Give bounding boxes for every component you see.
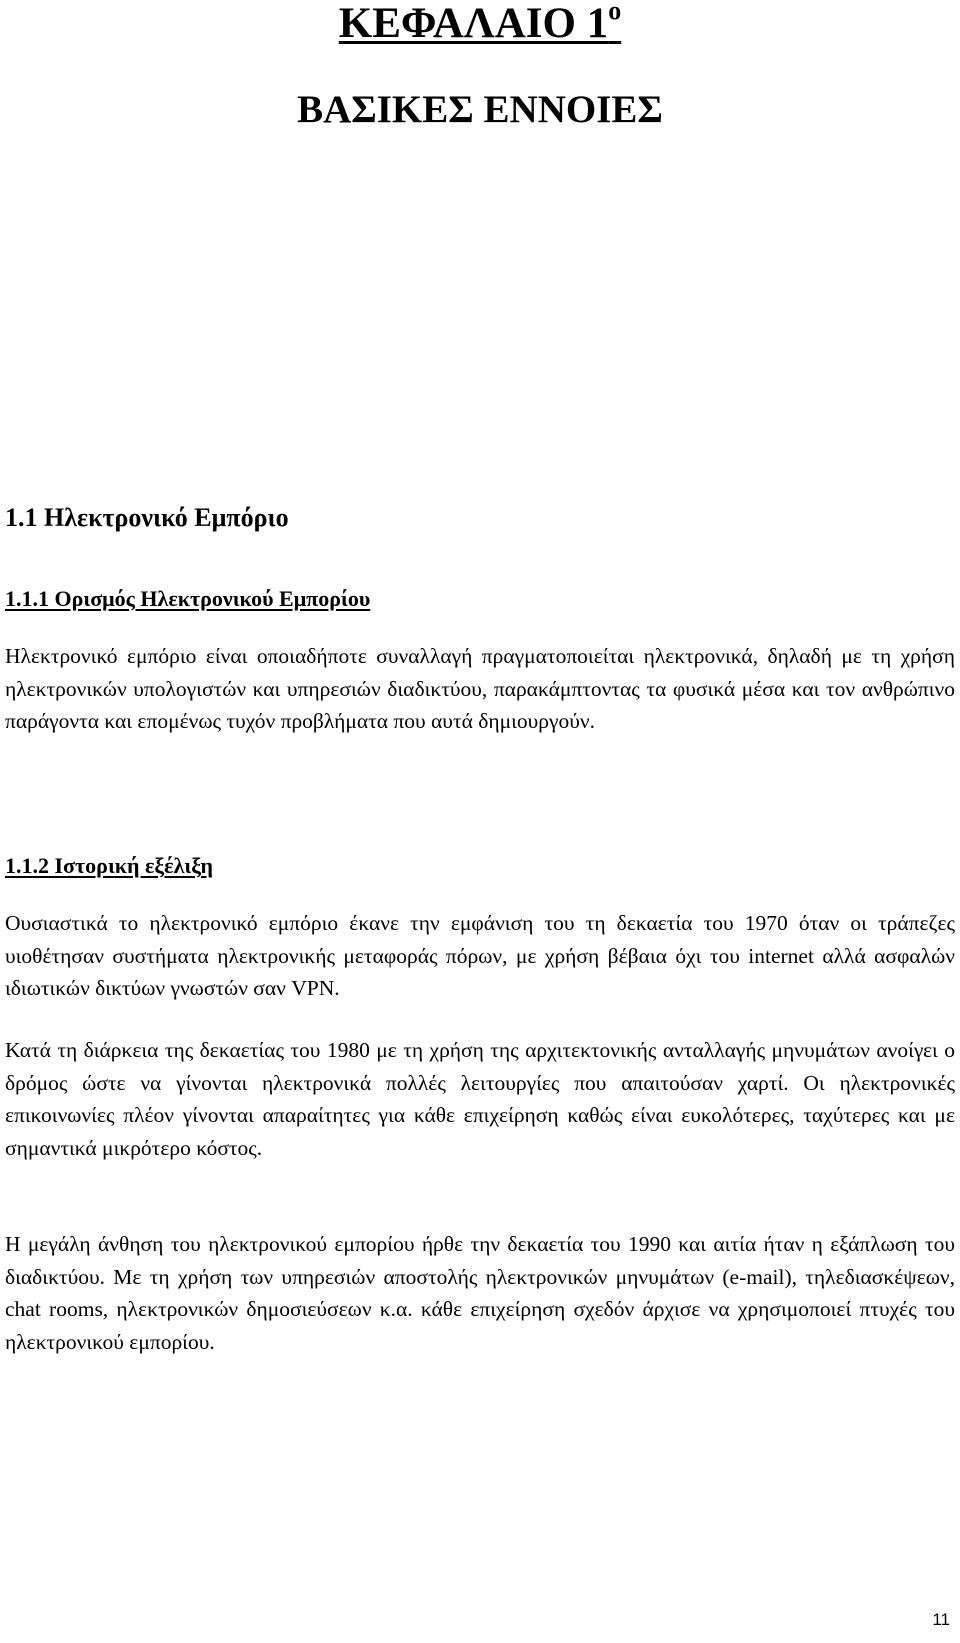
page-number: 11 <box>932 1610 950 1629</box>
chapter-title <box>0 0 960 48</box>
section-heading: 1.1 Ηλεκτρονικό Εμπόριο <box>5 503 289 532</box>
subsection-heading-history: 1.1.2 Ιστορική εξέλιξη <box>5 853 214 878</box>
paragraph-definition: Ηλεκτρονικό εμπόριο είναι οποιαδήποτε συναλλαγή πραγματοποιείται ηλεκτρονικά, δηλαδή με τη χρήση ηλεκτρονικών υπολογιστών και υπηρεσιών διαδικτύου, παρακάμπτοντας τα φυσικά μέσα και τον ανθρώπινο παράγοντα και επομένως τυχόν προβλήματα που αυτά δημιουργούν. <box>5 644 955 733</box>
subsection-heading-definition: 1.1.1 Ορισμός Ηλεκτρονικού Εμπορίου <box>5 586 371 611</box>
paragraph-history-1980s: Κατά τη διάρκεια της δεκαετίας του 1980 με τη χρήση της αρχιτεκτονικής ανταλλαγής μηνυμάτων ανοίγει ο δρόμος ώστε να γίνονται ηλεκτρονικά πολλές λειτουργίες που απαιτούσαν χαρτί. Οι ηλεκτρονικές επικοινωνίες πλέον γίνονται απαραίτητες για κάθε επιχείρηση καθώς είναι ευκολότερες, ταχύτερες και με σημαντικά μικρότερο κόστος. <box>5 1038 955 1160</box>
paragraph-history-1990s: Η μεγάλη άνθηση του ηλεκτρονικού εμπορίου ήρθε την δεκαετία του 1990 και αιτία ήταν η εξάπλωση του διαδικτύου. Με τη χρήση των υπηρεσιών αποστολής ηλεκτρονικών μηνυμάτων (e-mail), τηλεδιασκέψεων, chat rooms, ηλεκτρονικών δημοσιεύσεων κ.α. κάθε επιχείρηση σχεδόν άρχισε να χρησιμοποιεί πτυχές του ηλεκτρονικού εμπορίου. <box>5 1232 955 1354</box>
chapter-title-text: ΚΕΦΑΛΑΙΟ 1 <box>338 0 609 47</box>
chapter-subtitle: ΒΑΣΙΚΕΣ ΕΝΝΟΙΕΣ <box>297 88 663 131</box>
chapter-title-superscript: ο <box>608 0 622 25</box>
paragraph-history-1970s: Ουσιαστικά το ηλεκτρονικό εμπόριο έκανε την εμφάνιση του τη δεκαετία του 1970 όταν οι τράπεζες υιοθέτησαν συστήματα ηλεκτρονικής μεταφοράς πόρων, με χρήση βέβαια όχι του internet αλλά ασφαλών ιδιωτικών δικτύων γνωστών σαν VPN. <box>5 911 955 1000</box>
